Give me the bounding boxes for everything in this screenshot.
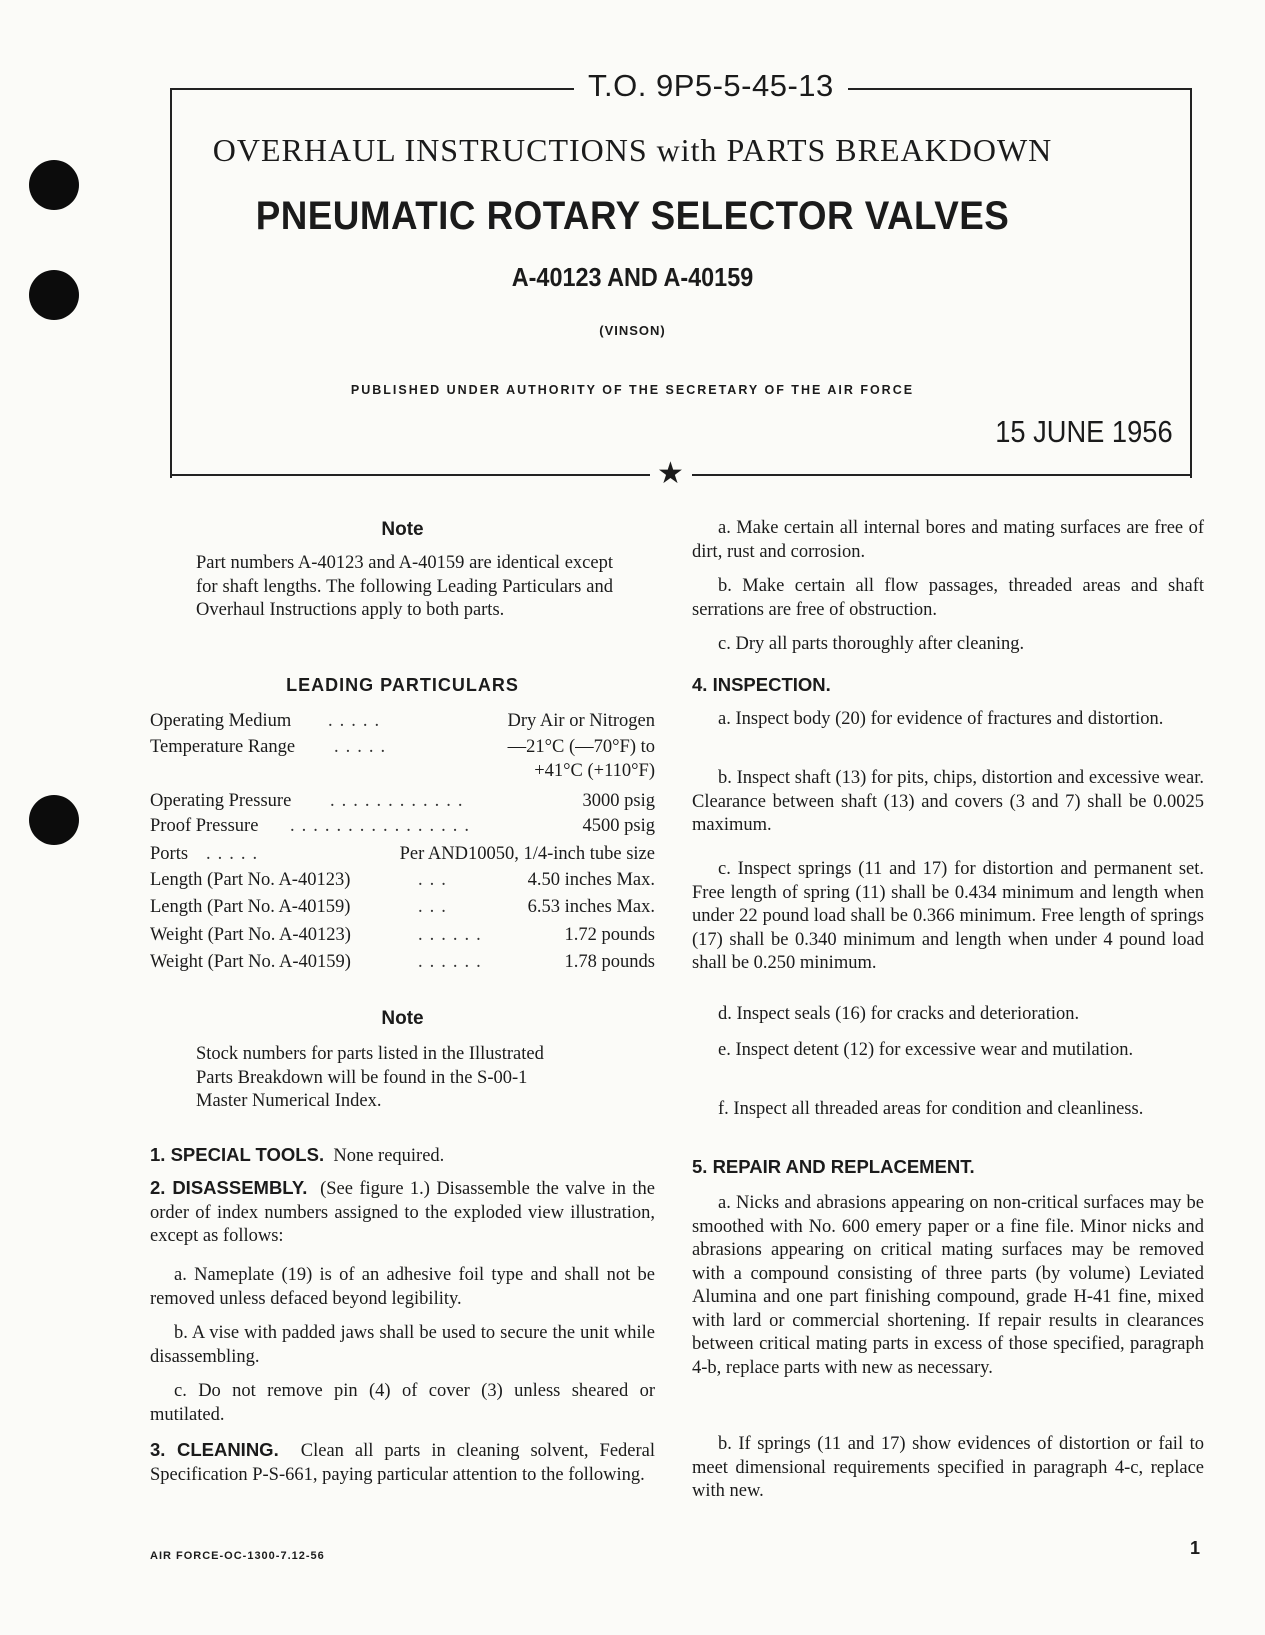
lp-row: Proof Pressure ................ 4500 psig <box>150 816 655 836</box>
lp-row: Length (Part No. A-40159) ... 6.53 inches Max. <box>150 897 655 917</box>
disassembly-b: b. A vise with padded jaws shall be used to secure the unit while disassembling. <box>150 1323 655 1367</box>
lp-row: Length (Part No. A-40123) ... 4.50 inches Max. <box>150 870 655 890</box>
star-icon: ★ <box>657 457 684 490</box>
cleaning-b: b. Make certain all flow passages, threaded areas and shaft serrations are free of obstruction. <box>692 576 1204 620</box>
inspection-a: a. Inspect body (20) for evidence of fractures and distortion. <box>718 709 1164 729</box>
overhaul-heading: OVERHAUL INSTRUCTIONS with PARTS BREAKDOWN <box>212 132 1053 168</box>
binder-hole-lower <box>29 795 79 845</box>
lp-row: Weight (Part No. A-40123) ...... 1.72 pounds <box>150 925 655 945</box>
section-repair-heading: 5. REPAIR AND REPLACEMENT. <box>692 1156 975 1177</box>
note2-heading: Note <box>381 1008 424 1029</box>
divider-left <box>170 474 650 476</box>
note2-text: Stock numbers for parts listed in the Illustrated Parts Breakdown will be found in the S-00-1 Master Numerical Index. <box>196 1044 544 1111</box>
lp-row: Operating Medium ..... Dry Air or Nitrogen <box>150 711 655 731</box>
cleaning-a: a. Make certain all internal bores and mating surfaces are free of dirt, rust and corrosion. <box>692 518 1204 562</box>
note1-text: Part numbers A-40123 and A-40159 are identical except for shaft lengths. The following Leading Particulars and Overhaul Instructions apply to both parts. <box>196 553 613 620</box>
disassembly-a: a. Nameplate (19) is of an adhesive foil type and shall not be removed unless defaced beyond legibility. <box>150 1265 655 1309</box>
repair-a: a. Nicks and abrasions appearing on non-critical surfaces may be smoothed with No. 600 emery paper or a fine file. Minor nicks and abrasions appearing on critical mating surfaces may be removed with a compound consisting of three parts (by volume) Leviated Alumina and one part finishing compound, grade H-41 fine, mixed with lard or commercial shortening. If repair results in clearances between critical mating parts in excess of those specified, paragraph 4-b, replace parts with new as necessary. <box>692 1193 1204 1378</box>
lp-row: Weight (Part No. A-40159) ...... 1.78 pounds <box>150 952 655 972</box>
lp-row: Ports ..... Per AND10050, 1/4-inch tube size <box>150 844 655 864</box>
lp-row: +41°C (+110°F) <box>534 761 655 781</box>
section-special-tools: 1. SPECIAL TOOLS. None required. <box>150 1144 445 1166</box>
model-numbers: A-40123 AND A-40159 <box>511 262 754 292</box>
inspection-c: c. Inspect springs (11 and 17) for distortion and permanent set. Free length of spring (11) shall be 0.434 minimum and length when under 22 pound load shall be 0.366 minimum. Free length of springs (17) shall be 0.340 minimum and length when under 4 pound load shall be 0.250 minimum. <box>692 859 1204 973</box>
leading-particulars-heading: LEADING PARTICULARS <box>286 675 519 695</box>
publication-date: 15 JUNE 1956 <box>995 414 1173 449</box>
print-code: AIR FORCE-OC-1300-7.12-56 <box>150 1550 325 1562</box>
inspection-b: b. Inspect shaft (13) for pits, chips, distortion and excessive wear. Clearance between shaft (13) and covers (3 and 7) shall be 0.0025 maximum. <box>692 768 1204 835</box>
divider-right <box>692 474 1190 476</box>
to-number: T.O. 9P5-5-45-13 <box>574 68 848 104</box>
lp-row: Temperature Range ..... —21°C (—70°F) to <box>150 737 655 757</box>
repair-b: b. If springs (11 and 17) show evidences of distortion or fail to meet dimensional requirements specified in paragraph 4-c, replace with new. <box>692 1434 1204 1501</box>
page-number: 1 <box>1190 1538 1201 1558</box>
section-cleaning: 3. CLEANING. Clean all parts in cleaning solvent, Federal Specification P-S-661, paying particular attention to the following. <box>150 1439 656 1485</box>
inspection-d: d. Inspect seals (16) for cracks and deterioration. <box>718 1004 1080 1024</box>
inspection-f: f. Inspect all threaded areas for condition and cleanliness. <box>718 1099 1144 1119</box>
vendor-name: (VINSON) <box>599 323 666 338</box>
authority-line: PUBLISHED UNDER AUTHORITY OF THE SECRETARY OF THE AIR FORCE <box>350 383 915 397</box>
section-disassembly: 2. DISASSEMBLY. (See figure 1.) Disassemble the valve in the order of index numbers assigned to the exploded view illustration, except as follows: <box>150 1177 656 1246</box>
document-title: PNEUMATIC ROTARY SELECTOR VALVES <box>255 194 1010 238</box>
section-inspection-heading: 4. INSPECTION. <box>692 674 831 695</box>
disassembly-c: c. Do not remove pin (4) of cover (3) unless sheared or mutilated. <box>150 1381 655 1425</box>
lp-row: Operating Pressure ............ 3000 psig <box>150 791 655 811</box>
note1-heading: Note <box>381 519 424 540</box>
cleaning-c: c. Dry all parts thoroughly after cleaning. <box>718 634 1025 654</box>
inspection-e: e. Inspect detent (12) for excessive wear and mutilation. <box>718 1040 1134 1060</box>
